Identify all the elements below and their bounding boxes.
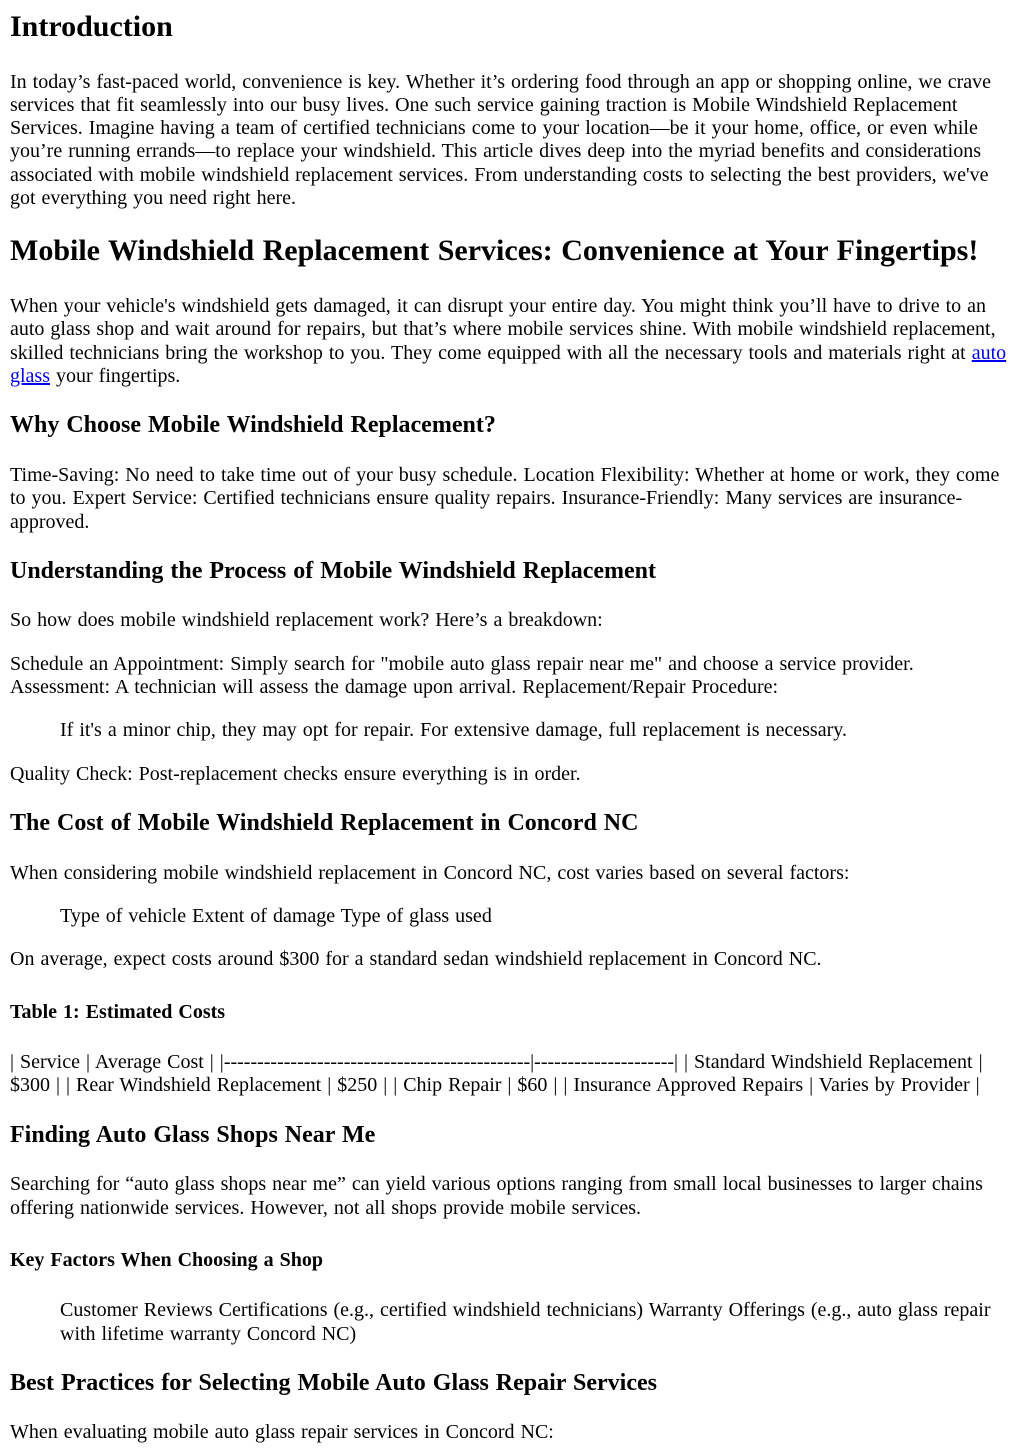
average-cost-paragraph: On average, expect costs around $300 for a standard sedan windshield replacement in Concord NC. [10, 948, 822, 971]
cost-heading: The Cost of Mobile Windshield Replacement in Concord NC [10, 810, 639, 837]
cost-intro-paragraph: When considering mobile windshield replacement in Concord NC, cost varies based on several factors: [10, 861, 850, 884]
key-factors-heading: Key Factors When Choosing a Shop [10, 1248, 324, 1271]
cost-table-caption: Table 1: Estimated Costs [10, 1000, 226, 1023]
best-practices-paragraph: When evaluating mobile auto glass repair services in Concord NC: [10, 1421, 554, 1444]
overview-paragraph [10, 295, 1014, 388]
process-intro-paragraph: So how does mobile windshield replacement work? Here’s a breakdown: [10, 609, 603, 632]
overview-text-after: your fingertips. [50, 364, 181, 387]
cost-table-text: | Service | Average Cost | |----------------------------------------------|---------------------| | Standard Windshield Replacement | $300 | | Rear Windshield Replacement | $250 | | Chip Repair | $60 | | Insurance Approved Repairs | Varies by Provider | [10, 1051, 983, 1097]
intro-paragraph: In today’s fast-paced world, convenience is key. Whether it’s ordering food through an app or shopping online, we crave services that fit seamlessly into our busy lives. One such service gaining traction is Mobile Windshield Replacement Services. Imagine having a team of certified technicians come to your location—be it your home, office, or even while you’re running errands—to replace your windshield. This article dives deep into the myriad benefits and considerations associated with mobile windshield replacement services. From understanding costs to selecting the best providers, we've got everything you need right here. [10, 70, 992, 210]
quality-check-paragraph: Quality Check: Post-replacement checks ensure everything is in order. [10, 762, 581, 785]
why-choose-paragraph: Time-Saving: No need to take time out of your busy schedule. Location Flexibility: Whether at home or work, they come to you. Expert Service: Certified technicians ensure quality repairs. Insurance-Friendly: Many services are insurance-approved. [10, 463, 1000, 533]
process-heading: Understanding the Process of Mobile Windshield Replacement [10, 557, 657, 584]
cost-factors-quote: Type of vehicle Extent of damage Type of glass used [60, 905, 492, 928]
process-steps-paragraph: Schedule an Appointment: Simply search for "mobile auto glass repair near me" and choose a service provider. Assessment: A technician will assess the damage upon arrival. Replacement/Repair Procedure: [10, 652, 914, 699]
auto-glass-link[interactable]: auto glass [10, 341, 1007, 387]
repair-note-quote: If it's a minor chip, they may opt for repair. For extensive damage, full replacement is necessary. [60, 719, 847, 742]
intro-heading: Introduction [10, 10, 173, 43]
finding-shops-heading: Finding Auto Glass Shops Near Me [10, 1121, 376, 1148]
overview-text-before: When your vehicle's windshield gets damaged, it can disrupt your entire day. You might think you’ll have to drive to an auto glass shop and wait around for repairs, but that’s where mobile services shine. With mobile windshield replacement, skilled technicians bring the workshop to you. They come equipped with all the necessary tools and materials right at [10, 294, 996, 364]
best-practices-heading: Best Practices for Selecting Mobile Auto Glass Repair Services [10, 1369, 657, 1396]
key-factors-quote: Customer Reviews Certifications (e.g., certified windshield technicians) Warranty Offerings (e.g., auto glass repair with lifetime warranty Concord NC) [60, 1299, 991, 1345]
main-title: Mobile Windshield Replacement Services: Convenience at Your Fingertips! [10, 234, 979, 268]
finding-shops-paragraph: Searching for “auto glass shops near me” can yield various options ranging from small local businesses to larger chains offering nationwide services. However, not all shops provide mobile services. [10, 1173, 983, 1219]
why-choose-heading: Why Choose Mobile Windshield Replacement? [10, 412, 496, 439]
